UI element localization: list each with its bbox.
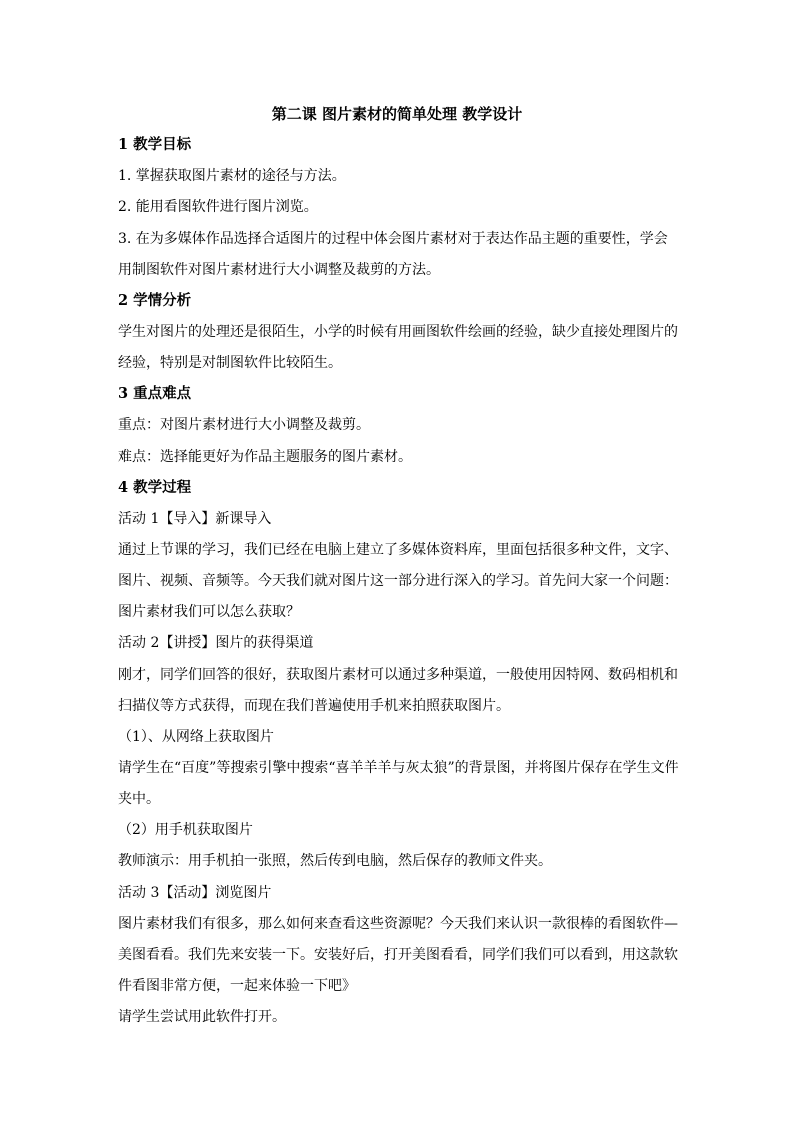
paragraph-line: 图片素材我们有很多，那么如何来查看这些资源呢？今天我们来认识一款很棒的看图软件—	[118, 916, 678, 932]
paragraph-line: 请学生在“百度”等搜索引擎中搜索“喜羊羊羊与灰太狼”的背景图，并将图片保存在学生文件	[118, 760, 679, 776]
paragraph-line: 1. 掌握获取图片素材的途径与方法。	[118, 168, 346, 184]
paragraph-line: 图片、视频、音频等。今天我们就对图片这一部分进行深入的学习。首先问大家一个问题：	[118, 573, 678, 589]
paragraph-line: 通过上节课的学习，我们已经在电脑上建立了多媒体资料库，里面包括很多种文件，文字、	[118, 542, 678, 558]
paragraph-line: 美图看看。我们先来安装一下。安装好后，打开美图看看，同学们我们可以看到，用这款软	[118, 947, 678, 963]
paragraph-line: 经验，特别是对制图软件比较陌生。	[118, 355, 342, 371]
paragraph-line: 教师演示：用手机拍一张照，然后传到电脑，然后保存的教师文件夹。	[118, 853, 552, 869]
paragraph-line: 重点：对图片素材进行大小调整及裁剪。	[118, 417, 370, 433]
section-heading: 1 教学目标	[118, 136, 192, 153]
paragraph-line: 用制图软件对图片素材进行大小调整及裁剪的方法。	[118, 262, 440, 278]
paragraph-line: 难点：选择能更好为作品主题服务的图片素材。	[118, 449, 412, 465]
paragraph-line: 图片素材我们可以怎么获取？	[118, 604, 300, 620]
paragraph-line: 活动 1【导入】新课导入	[118, 511, 272, 527]
section-heading: 2 学情分析	[118, 292, 192, 309]
paragraph-line: 活动 2【讲授】图片的获得渠道	[118, 635, 314, 651]
document-title: 第二课 图片素材的简单处理 教学设计	[271, 105, 523, 123]
paragraph-line: 请学生尝试用此软件打开。	[118, 1009, 286, 1025]
paragraph-line: 2. 能用看图软件进行图片浏览。	[118, 199, 318, 215]
paragraph-line: 夹中。	[118, 791, 160, 807]
section-heading: 3 重点难点	[118, 385, 192, 402]
section-heading: 4 教学过程	[118, 479, 192, 496]
paragraph-line: 扫描仪等方式获得，而现在我们普遍使用手机来拍照获取图片。	[118, 698, 510, 714]
paragraph-line: 活动 3【活动】浏览图片	[118, 885, 272, 901]
paragraph-line: 件看图非常方便，一起来体验一下吧》	[118, 978, 356, 994]
paragraph-line: 3. 在为多媒体作品选择合适图片的过程中体会图片素材对于表达作品主题的重要性，学会	[118, 231, 668, 247]
paragraph-line: （1）、从网络上获取图片	[118, 729, 274, 745]
paragraph-line: 学生对图片的处理还是很陌生，小学的时候有用画图软件绘画的经验，缺少直接处理图片的	[118, 324, 678, 340]
paragraph-line: 刚才，同学们回答的很好，获取图片素材可以通过多种渠道，一般使用因特网、数码相机和	[118, 667, 678, 683]
paragraph-line: （2）用手机获取图片	[118, 822, 253, 838]
